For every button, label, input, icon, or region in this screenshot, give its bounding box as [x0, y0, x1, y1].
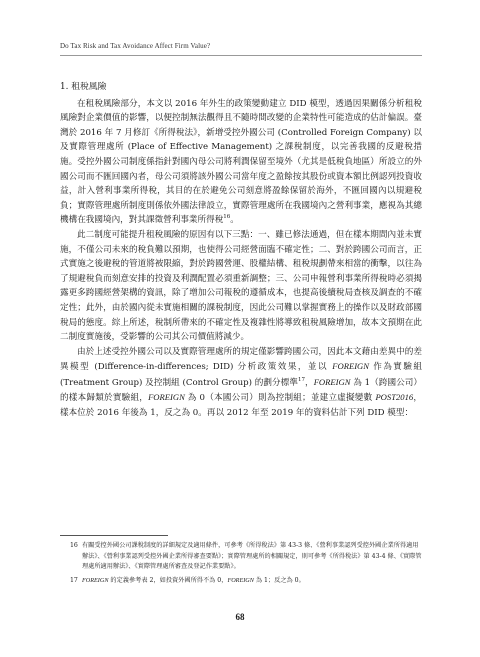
footnote-ref-17[interactable]: 17	[297, 377, 305, 384]
variable-post2016: POST2016	[375, 392, 414, 403]
footnote-number: 16	[70, 542, 78, 549]
paragraph-1	[60, 97, 422, 228]
running-header: Do Tax Risk and Tax Avoidance Affect Firm Value?	[60, 42, 211, 50]
paragraph-1-end: 。	[230, 215, 239, 226]
variable-foreign: FOREIGN	[313, 376, 351, 387]
variable-foreign: FOREIGN	[332, 361, 369, 372]
footnotes	[60, 541, 422, 589]
header-rule	[60, 55, 422, 56]
footnote-text	[82, 576, 422, 587]
footnote-text-part-a: 的定義參考表 2，如投資外國所得不為 0，	[108, 576, 228, 584]
footnote-text-part-b: 為 1；反之為 0。	[253, 576, 305, 584]
variable-foreign: FOREIGN	[227, 576, 254, 584]
paragraph-1-text: 在租稅風險部分，本文以 2016 年外生的政策變動建立 DID 模型，透過因果關係分析租稅風險對企業價值的影響，以便控制無法觀得且不隨時間改變的企業特性可能造成的估計偏誤。臺灣於 2016 年 7 月修訂《所得稅法》，新增受控外國公司 (Controlled Foreign Company) 以及實際管理處所 (Place of Effective Management) 之課稅制度，以完善我國的反避稅措施。受控外國公司制度係指針對國內母公司將利潤保留至境外（尤其是低稅負地區）所設立的外國公司而不匯回國內者，母公司須將該外國公司當年度之盈餘按其股份或資本額比例認列投資收益，計入營利事業所得稅，其目的在於避免公司刻意將盈餘保留於海外，不匯回國內以規避稅負；實際管理處所制度則係依外國法律設立，實際管理處所在我國境內之營利事業，應視為其總機構在我國境內，對其課徵營利事業所得稅	[60, 98, 422, 226]
paragraph-2: 此二制度可能提升租稅風險的原因有以下三點：一、雖已修法通過，但在樣本期間內並未實施，不僅公司未來的稅負難以預期，也使得公司經營面臨不確定性；二、對於跨國公司而言，正式實施之後避稅的管道將被限縮，對於跨國營運、股權結構、租稅規劃帶來相當的衝擊，以往為了規避稅負而刻意安排的投資及利潤配置必須重新調整；三、公司申報營利事業所得稅時必須揭露更多跨國經營架構的資訊，除了增加公司報稅的遵循成本，也提高後續稅局查核及調查的不確定性；此外，由於國內從未實施相關的課稅制度，因此公司難以掌握實務上的操作以及財政部國稅局的態度。綜上所述，稅制所帶來的不確定性及複雜性將導致租稅風險增加，故本文預期在此二制度實施後，受影響的公司其公司價值將減少。	[60, 229, 422, 343]
page-number: 68	[235, 612, 245, 622]
paragraph-3-part-3: ，	[304, 377, 314, 388]
footnote-text: 有關受控外國公司課稅制度的詳細規定及適用條件，可參考《所得稅法》第 43-3 條、《營利事業認列受控外國企業所得適用辦法》、《營利事業認列受控外國企業所得審查要點》；實際管理處所的相關規定，則可參考《所得稅法》第 43-4 條、《實際管理處所適用辦法》、《實際管理處所審查及登記作業要點》。	[82, 542, 422, 571]
paragraph-3-part-4: 為 1（跨國公司）的樣本歸類於實驗組，	[60, 377, 422, 404]
paragraph-3-part-2: 作為實驗組 (Treatment Group) 及控制組 (Control Group) 的劃分標準	[60, 362, 423, 388]
variable-foreign: FOREIGN	[82, 576, 109, 584]
footnote-17	[60, 576, 422, 587]
variable-foreign: FOREIGN	[148, 392, 185, 403]
paragraph-3-part-1: 由於上述受控外國公司以及實際管理處所的規定僅影響跨國公司，因此本文藉由差異中的差異模型 (Difference-in-differences; DID) 分析政策效果，並以	[60, 346, 422, 373]
body-text	[60, 80, 422, 421]
footnote-ref-16[interactable]: 16	[223, 214, 231, 221]
footnote-rule	[60, 535, 168, 536]
footnote-number: 17	[70, 576, 78, 584]
paragraph-3-part-6: ，樣本位於 2016 年後為 1，反之為 0。再以 2012 年至 2019 年的資料估計下列 DID 模型：	[60, 393, 422, 419]
paragraph-3	[60, 345, 422, 421]
section-heading: 1. 租稅風險	[60, 82, 107, 92]
paragraph-3-part-5: 為 0（本國公司）則為控制組；並建立虛擬變數	[184, 393, 376, 404]
footnote-16	[60, 541, 422, 573]
